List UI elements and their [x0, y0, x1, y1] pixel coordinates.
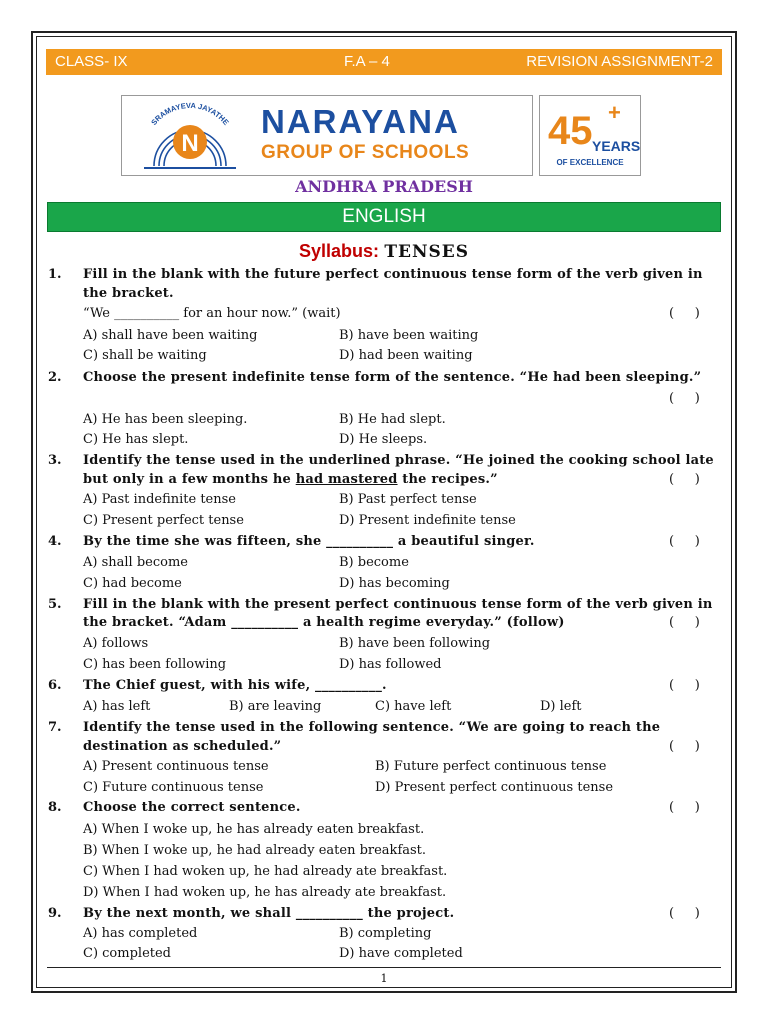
option-c: C) Future continuous tense	[83, 780, 264, 795]
option-d: D) He sleeps.	[339, 432, 428, 447]
syllabus-label: Syllabus:	[298, 241, 379, 261]
option-a: A) follows	[83, 636, 149, 651]
question-text: By the time she was fifteen, she __________ a beautiful singer.	[83, 534, 535, 549]
answer-bracket: ( )	[669, 615, 700, 630]
option-c: C) completed	[83, 946, 171, 961]
question-text: destination as scheduled.”	[83, 739, 282, 754]
question-number: 6.	[48, 678, 62, 693]
question-text-part: but only in a few months he	[83, 472, 296, 487]
option-b: B) Past perfect tense	[339, 492, 477, 507]
option-d: D) When I had woken up, he has already ate breakfast.	[83, 885, 447, 900]
answer-bracket: ( )	[669, 534, 700, 549]
syllabus-heading	[0, 241, 768, 262]
option-c: C) He has slept.	[83, 432, 189, 447]
option-b: B) When I woke up, he had already eaten breakfast.	[83, 843, 427, 858]
option-d: D) Present indefinite tense	[339, 513, 516, 528]
option-b: B) become	[339, 555, 409, 570]
question-text: Fill in the blank with the future perfect continuous tense form of the verb given in	[83, 267, 703, 282]
question-number: 3.	[48, 453, 62, 468]
option-b: B) completing	[339, 926, 432, 941]
state-title: ANDHRA PRADESH	[295, 177, 473, 196]
option-d: D) left	[540, 699, 582, 714]
question-number: 1.	[48, 267, 62, 282]
footer-divider	[47, 967, 721, 968]
option-a: A) has left	[83, 699, 151, 714]
question-text: Fill in the blank with the present perfect continuous tense form of the verb given in	[83, 597, 713, 612]
option-a: A) shall become	[83, 555, 188, 570]
question-text: Choose the correct sentence.	[83, 800, 301, 815]
option-d: D) has becoming	[339, 576, 450, 591]
question-text: Identify the tense used in the following sentence. “We are going to reach the	[83, 720, 661, 735]
years-word: YEARS	[592, 138, 641, 154]
question-prompt: “We __________ for an hour now.” (wait)	[83, 306, 341, 321]
question-text: The Chief guest, with his wife, __________.	[83, 678, 387, 693]
question-number: 4.	[48, 534, 62, 549]
option-a: A) has completed	[83, 926, 198, 941]
logo-subtitle: GROUP OF SCHOOLS	[261, 142, 470, 163]
option-b: B) are leaving	[229, 699, 322, 714]
answer-bracket: ( )	[669, 800, 700, 815]
svg-text:+: +	[608, 100, 621, 125]
option-c: C) has been following	[83, 657, 227, 672]
question-number: 9.	[48, 906, 62, 921]
option-c: C) have left	[375, 699, 452, 714]
years-number: 45	[548, 109, 593, 153]
question-text: By the next month, we shall __________ the project.	[83, 906, 455, 921]
syllabus-topic: TENSES	[384, 242, 470, 262]
logo-name: NARAYANA	[261, 103, 460, 140]
svg-text:N: N	[181, 130, 199, 157]
answer-bracket: ( )	[669, 678, 700, 693]
answer-bracket: ( )	[669, 906, 700, 921]
option-a: A) shall have been waiting	[83, 328, 258, 343]
subject-bar: ENGLISH	[47, 202, 721, 232]
option-d: D) have completed	[339, 946, 463, 961]
option-c: C) Present perfect tense	[83, 513, 244, 528]
page-number: 1	[380, 972, 388, 985]
assignment-label: REVISION ASSIGNMENT-2	[526, 53, 713, 70]
years-caption: OF EXCELLENCE	[556, 158, 624, 167]
option-b: B) Future perfect continuous tense	[375, 759, 607, 774]
option-a: A) When I woke up, he has already eaten breakfast.	[83, 822, 425, 837]
answer-bracket: ( )	[669, 739, 700, 754]
svg-text:SRAMAYEVA JAYATHE	[149, 101, 230, 127]
option-c: C) When I had woken up, he had already ate breakfast.	[83, 864, 448, 879]
answer-bracket: ( )	[669, 472, 700, 487]
logo-motto: SRAMAYEVA JAYATHE	[149, 100, 231, 127]
question-number: 7.	[48, 720, 62, 735]
answer-bracket: ( )	[669, 306, 700, 321]
option-a: A) He has been sleeping.	[83, 412, 248, 427]
option-a: A) Present continuous tense	[83, 759, 269, 774]
class-label: CLASS- IX	[55, 53, 128, 70]
answer-bracket: ( )	[669, 391, 700, 406]
option-c: C) shall be waiting	[83, 348, 207, 363]
question-text: Identify the tense used in the underlined phrase. “He joined the cooking school late	[83, 453, 714, 468]
header-bar	[46, 49, 722, 75]
question-text-part: the recipes.”	[397, 472, 498, 487]
option-a: A) Past indefinite tense	[83, 492, 236, 507]
question-number: 5.	[48, 597, 62, 612]
option-d: D) has followed	[339, 657, 442, 672]
question-text: the bracket. “Adam __________ a health regime everyday.” (follow)	[83, 615, 565, 630]
option-b: B) have been following	[339, 636, 491, 651]
question-text: Choose the present indefinite tense form of the sentence. “He had been sleeping.”	[83, 370, 702, 385]
question-text-line2	[83, 472, 498, 487]
question-number: 8.	[48, 800, 62, 815]
question-text: the bracket.	[83, 286, 174, 301]
option-d: D) had been waiting	[339, 348, 473, 363]
option-b: B) have been waiting	[339, 328, 479, 343]
question-number: 2.	[48, 370, 62, 385]
logo-emblem-icon	[124, 96, 254, 175]
anniversary-badge	[539, 95, 641, 176]
school-logo	[121, 95, 533, 176]
option-b: B) He had slept.	[339, 412, 446, 427]
option-c: C) had become	[83, 576, 182, 591]
exam-label: F.A – 4	[344, 53, 390, 70]
underlined-phrase: had mastered	[295, 472, 398, 487]
option-d: D) Present perfect continuous tense	[375, 780, 614, 795]
